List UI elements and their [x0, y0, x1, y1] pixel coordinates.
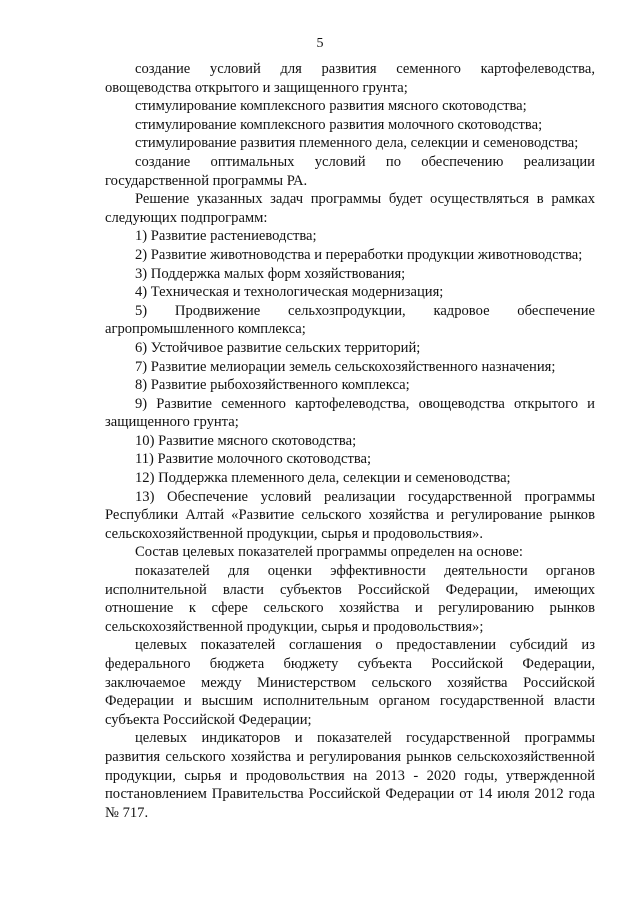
paragraph-seed-potato-conditions: создание условий для развития семенного картофелеводства, овощеводства открытого и защищенного грунта; — [105, 61, 595, 96]
list-item-subprogram-2: 2) Развитие животноводства и переработки продукции животноводства; — [135, 246, 583, 263]
list-item-subprogram-5: 5) Продвижение сельхозпродукции, кадровое обеспечение агропромышленного комплекса; — [105, 302, 595, 338]
paragraph-performance-indicators: показателей для оценки эффективности деятельности органов исполнительной власти субъектов Российской Федерации, имеющих отношение к сфере сельского хозяйства и регулированию рынков сельскохозяйственной продукции, сырья и продовольствия»; — [105, 563, 595, 635]
list-item-subprogram-13: 13) Обеспечение условий реализации государственной программы Республики Алтай «Развитие сельского хозяйства и регулирование рынков сельскохозяйственной продукции, сырья и продовольствия». — [105, 488, 595, 542]
page-number: 5 — [316, 36, 324, 51]
list-item-subprogram-4: 4) Техническая и технологическая модернизация; — [135, 284, 444, 301]
list-item-subprogram-12: 12) Поддержка племенного дела, селекции и семеноводства; — [135, 470, 511, 487]
paragraph-state-program-indicators: целевых индикаторов и показателей государственной программы развития сельского хозяйства и регулирования рынков сельскохозяйственной продукции, сырья и продовольствия на 2013 - 2020 годы, утвержденной постановлением Правительства Российской Федерации от 14 июля 2012 года № 717. — [105, 730, 595, 821]
list-item-subprogram-1: 1) Развитие растениеводства; — [135, 228, 317, 245]
list-item-subprogram-7: 7) Развитие мелиорации земель сельскохозяйственного назначения; — [135, 358, 556, 375]
list-item-subprogram-11: 11) Развитие молочного скотоводства; — [135, 451, 372, 468]
paragraph-meat-cattle: стимулирование комплексного развития мясного скотоводства; — [135, 98, 527, 115]
paragraph-dairy-cattle: стимулирование комплексного развития молочного скотоводства; — [135, 116, 543, 133]
list-item-subprogram-3: 3) Поддержка малых форм хозяйствования; — [135, 265, 406, 282]
paragraph-subsidy-agreement-indicators: целевых показателей соглашения о предоставлении субсидий из федерального бюджета бюджету субъекта Российской Федерации, заключаемое между Министерством сельского хозяйства Российской Федерации и высшим исполнительным органом государственной власти субъекта Российской Федерации; — [105, 637, 595, 728]
paragraph-indicators-intro: Состав целевых показателей программы определен на основе: — [135, 544, 523, 561]
paragraph-subprograms-intro: Решение указанных задач программы будет осуществляться в рамках следующих подпрограмм: — [105, 191, 595, 226]
list-item-subprogram-10: 10) Развитие мясного скотоводства; — [135, 432, 357, 449]
list-item-subprogram-8: 8) Развитие рыбохозяйственного комплекса; — [135, 377, 410, 394]
document-body — [105, 60, 595, 822]
list-item-subprogram-6: 6) Устойчивое развитие сельских территорий; — [135, 339, 421, 356]
list-item-subprogram-9: 9) Развитие семенного картофелеводства, овощеводства открытого и защищенного грунта; — [105, 395, 595, 431]
paragraph-breeding: стимулирование развития племенного дела, селекции и семеноводства; — [135, 135, 579, 152]
paragraph-program-conditions: создание оптимальных условий по обеспечению реализации государственной программы РА. — [105, 153, 595, 189]
